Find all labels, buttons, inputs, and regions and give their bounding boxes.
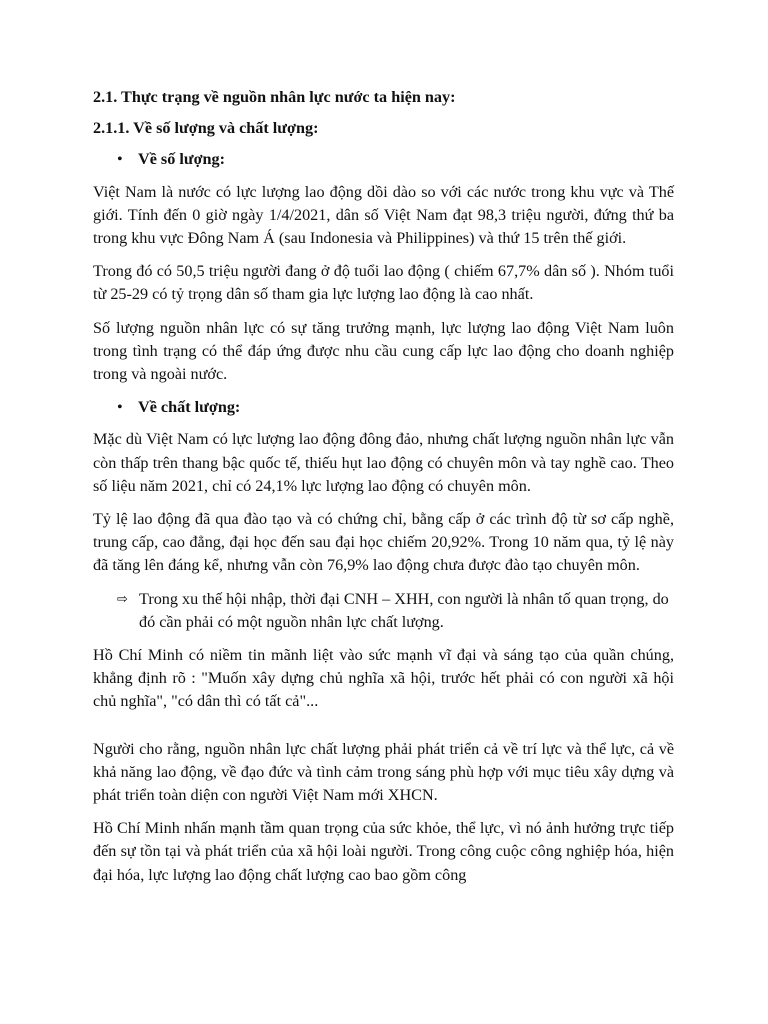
bullet-dot-icon: • [117, 150, 123, 169]
paragraph-closing-1: Hồ Chí Minh có niềm tin mãnh liệt vào sức mạnh vĩ đại và sáng tạo của quần chúng, khẳng định rõ : "Muốn xây dựng chủ nghĩa xã hội, trước hết phải có con người xã hội chủ nghĩa", "có dân thì có tất cả"... [93, 646, 674, 711]
bullet-dot-icon: • [117, 398, 123, 417]
subsection-heading: 2.1.1. Về số lượng và chất lượng: [93, 119, 319, 138]
paragraph-quantity-1: Việt Nam là nước có lực lượng lao động dồi dào so với các nước trong khu vực và Thế giới. Tính đến 0 giờ ngày 1/4/2021, dân số Việt Nam đạt 98,3 triệu người, đứng thứ ba trong khu vực Đông Nam Á (sau Indonesia và Philippines) và thứ 15 trên thế giới. [93, 182, 674, 248]
paragraph-closing-2: Người cho rằng, nguồn nhân lực chất lượng phải phát triển cả về trí lực và thể lực, cả về khả năng lao động, về đạo đức và tình cảm trong sáng phù hợp với mục tiêu xây dựng và phát triển toàn diện con người Việt Nam mới XHCN. [93, 739, 674, 805]
paragraph-quality-1: Mặc dù Việt Nam có lực lượng lao động đông đảo, nhưng chất lượng nguồn nhân lực vẫn còn thấp trên thang bậc quốc tế, thiếu hụt lao động có chuyên môn và tay nghề cao. Theo số liệu năm 2021, chỉ có 24,1% lực lượng lao động có chuyên môn. [93, 430, 674, 495]
arrow-list-item [117, 588, 674, 634]
bullet-quantity [117, 148, 674, 171]
section-heading: 2.1. Thực trạng về nguồn nhân lực nước ta hiện nay: [93, 88, 456, 106]
paragraph-quantity-2: Trong đó có 50,5 triệu người đang ở độ tuổi lao động ( chiếm 67,7% dân số ). Nhóm tuổi từ 25-29 có tỷ trọng dân số tham gia lực lượng lao động là cao nhất. [93, 262, 674, 304]
bullet-label-quantity: Về số lượng: [138, 150, 226, 169]
bullet-label-quality: Về chất lượng: [138, 398, 241, 417]
paragraph-closing-3: Hồ Chí Minh nhấn mạnh tầm quan trọng của sức khỏe, thể lực, vì nó ảnh hưởng trực tiếp đến sự tồn tại và phát triển của xã hội loài người. Trong công cuộc công nghiệp hóa, hiện đại hóa, lực lượng lao động chất lượng cao bao gồm công [93, 819, 674, 884]
document-body [93, 86, 674, 897]
paragraph-quality-2: Tỷ lệ lao động đã qua đào tạo và có chứng chỉ, bằng cấp ở các trình độ từ sơ cấp nghề, trung cấp, cao đẳng, đại học đến sau đại học chiếm 20,92%. Trong 10 năm qua, tỷ lệ này đã tăng lên đáng kể, nhưng vẫn còn 76,9% lao động chưa được đào tạo chuyên môn. [93, 510, 674, 575]
arrow-list-text: Trong xu thế hội nhập, thời đại CNH – XHH, con người là nhân tố quan trọng, do đó cần phải có một nguồn nhân lực chất lượng. [139, 589, 669, 631]
paragraph-quantity-3: Số lượng nguồn nhân lực có sự tăng trưởng mạnh, lực lượng lao động Việt Nam luôn trong tình trạng có thể đáp ứng được nhu cầu cung cấp lực lao động cho doanh nghiệp trong và ngoài nước. [93, 318, 674, 384]
arrow-right-outline-icon: ⇨ [117, 591, 128, 607]
bullet-quality [117, 396, 674, 419]
